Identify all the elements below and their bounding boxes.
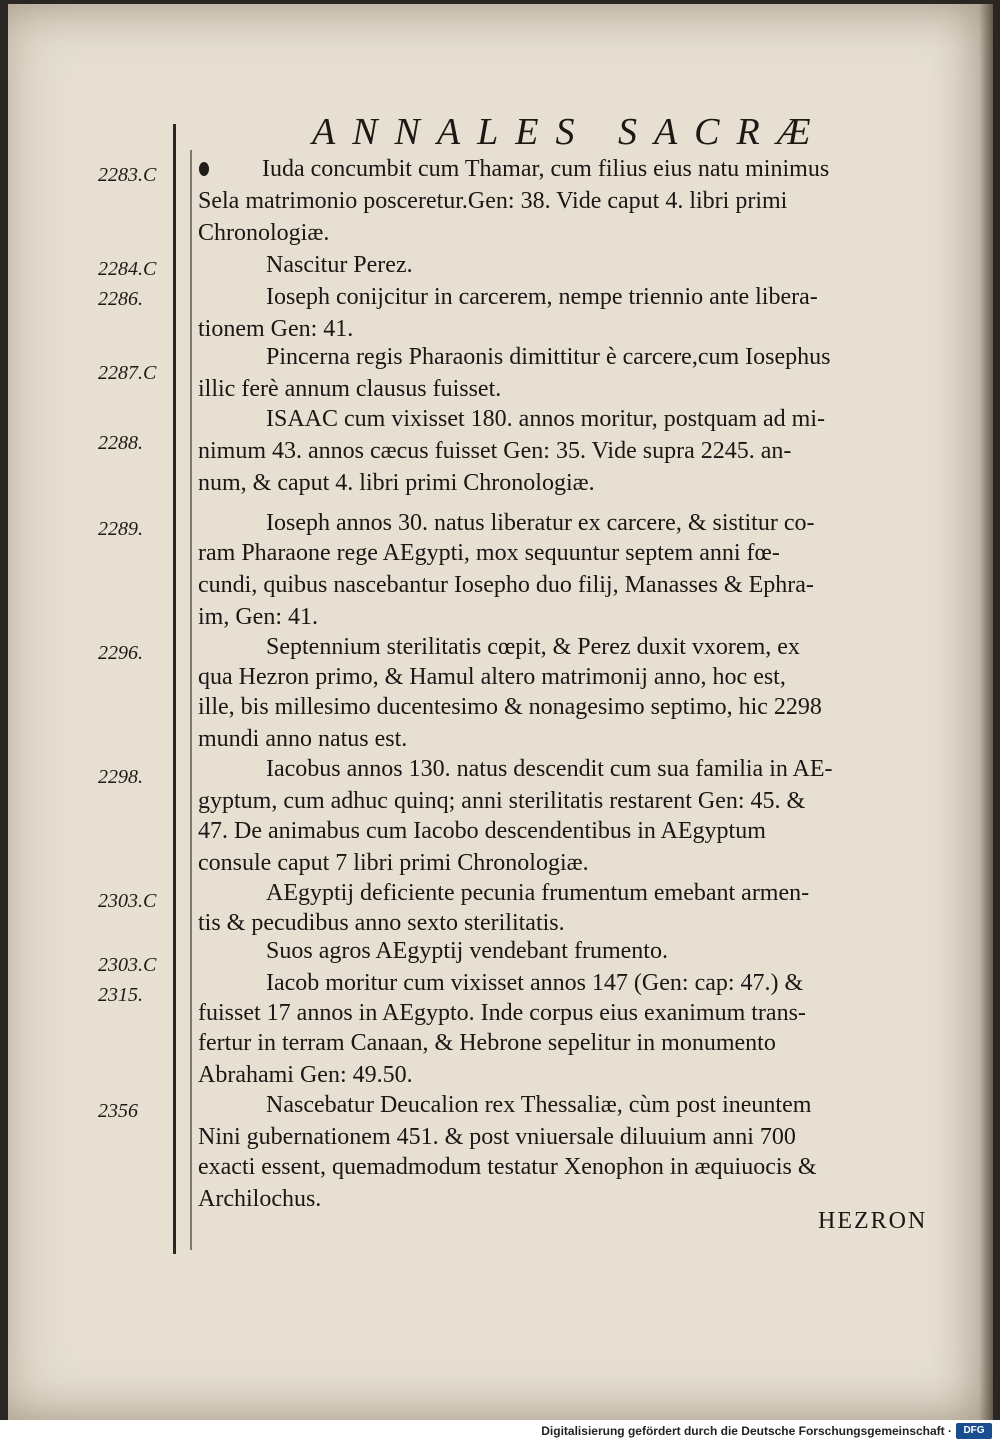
margin-date: 2287.C — [98, 362, 157, 384]
text-line: num, & caput 4. libri primi Chronologiæ. — [198, 470, 595, 496]
margin-date: 2289. — [98, 518, 143, 540]
text-line: Sela matrimonio posceretur.Gen: 38. Vide caput 4. libri primi — [198, 188, 788, 214]
text-line: consule caput 7 libri primi Chronologiæ. — [198, 850, 589, 876]
text-line: Suos agros AEgyptij vendebant frumento. — [266, 938, 668, 964]
text-line: Chronologiæ. — [198, 220, 330, 246]
margin-date: 2356 — [98, 1100, 138, 1122]
dfg-logo-icon: DFG — [956, 1423, 992, 1439]
running-head: ANNALES SACRÆ — [312, 111, 828, 153]
text-line: Iacobus annos 130. natus descendit cum sua familia in AE- — [266, 756, 833, 782]
text-line: tis & pecudibus anno sexto sterilitatis. — [198, 910, 565, 936]
text-line: im, Gen: 41. — [198, 604, 318, 630]
text-line: Abrahami Gen: 49.50. — [198, 1062, 413, 1088]
margin-date: 2303.C — [98, 954, 157, 976]
text-line: fertur in terram Canaan, & Hebrone sepelitur in monumento — [198, 1030, 776, 1056]
text-line: illic ferè annum clausus fuisset. — [198, 376, 502, 402]
margin-date: 2296. — [98, 642, 143, 664]
margin-date: 2288. — [98, 432, 143, 454]
text-line: Nini gubernationem 451. & post vniuersale diluuium anni 700 — [198, 1124, 796, 1150]
catchword: HEZRON — [818, 1208, 928, 1234]
text-line: tionem Gen: 41. — [198, 316, 354, 342]
text-line: exacti essent, quemadmodum testatur Xenophon in æquiuocis & — [198, 1154, 817, 1180]
text-line: mundi anno natus est. — [198, 726, 408, 752]
paragraph-mark-icon — [199, 162, 209, 176]
text-line: Ioseph annos 30. natus liberatur ex carcere, & sistitur co- — [266, 510, 815, 536]
text-line: Nascitur Perez. — [266, 252, 413, 278]
text-line: cundi, quibus nascebantur Iosepho duo filij, Manasses & Ephra- — [198, 572, 814, 598]
text-line: nimum 43. annos cæcus fuisset Gen: 35. Vide supra 2245. an- — [198, 438, 792, 464]
text-line: Septennium sterilitatis cœpit, & Perez duxit vxorem, ex — [266, 634, 800, 660]
page-edge-shadow — [979, 4, 993, 1420]
text-line: Iuda concumbit cum Thamar, cum filius eius natu minimus — [262, 156, 830, 182]
margin-rule-inner — [190, 150, 192, 1250]
text-line: qua Hezron primo, & Hamul altero matrimonij anno, hoc est, — [198, 664, 786, 690]
margin-date: 2315. — [98, 984, 143, 1006]
margin-date: 2283.C — [98, 164, 157, 186]
text-line: ram Pharaone rege AEgypti, mox sequuntur septem anni fœ- — [198, 540, 780, 566]
digitization-footer — [0, 1420, 1000, 1444]
margin-date: 2298. — [98, 766, 143, 788]
text-line: ISAAC cum vixisset 180. annos moritur, postquam ad mi- — [266, 406, 825, 432]
text-line: AEgyptij deficiente pecunia frumentum emebant armen- — [266, 880, 810, 906]
footer-credit: Digitalisierung gefördert durch die Deutsche Forschungsgemeinschaft · — [541, 1424, 952, 1438]
text-line: gyptum, cum adhuc quinq; anni sterilitatis restarent Gen: 45. & — [198, 788, 806, 814]
margin-date: 2284.C — [98, 258, 157, 280]
text-line: Pincerna regis Pharaonis dimittitur è carcere,cum Iosephus — [266, 344, 831, 370]
text-line: fuisset 17 annos in AEgypto. Inde corpus eius exanimum trans- — [198, 1000, 806, 1026]
text-line: Nascebatur Deucalion rex Thessaliæ, cùm post ineuntem — [266, 1092, 812, 1118]
margin-date: 2303.C — [98, 890, 157, 912]
margin-date: 2286. — [98, 288, 143, 310]
text-line: Archilochus. — [198, 1186, 322, 1212]
text-line: Iacob moritur cum vixisset annos 147 (Gen: cap: 47.) & — [266, 970, 804, 996]
text-line: Ioseph conijcitur in carcerem, nempe triennio ante libera- — [266, 284, 818, 310]
text-line: 47. De animabus cum Iacobo descendentibus in AEgyptum — [198, 818, 766, 844]
text-line: ille, bis millesimo ducentesimo & nonagesimo septimo, hic 2298 — [198, 694, 822, 720]
